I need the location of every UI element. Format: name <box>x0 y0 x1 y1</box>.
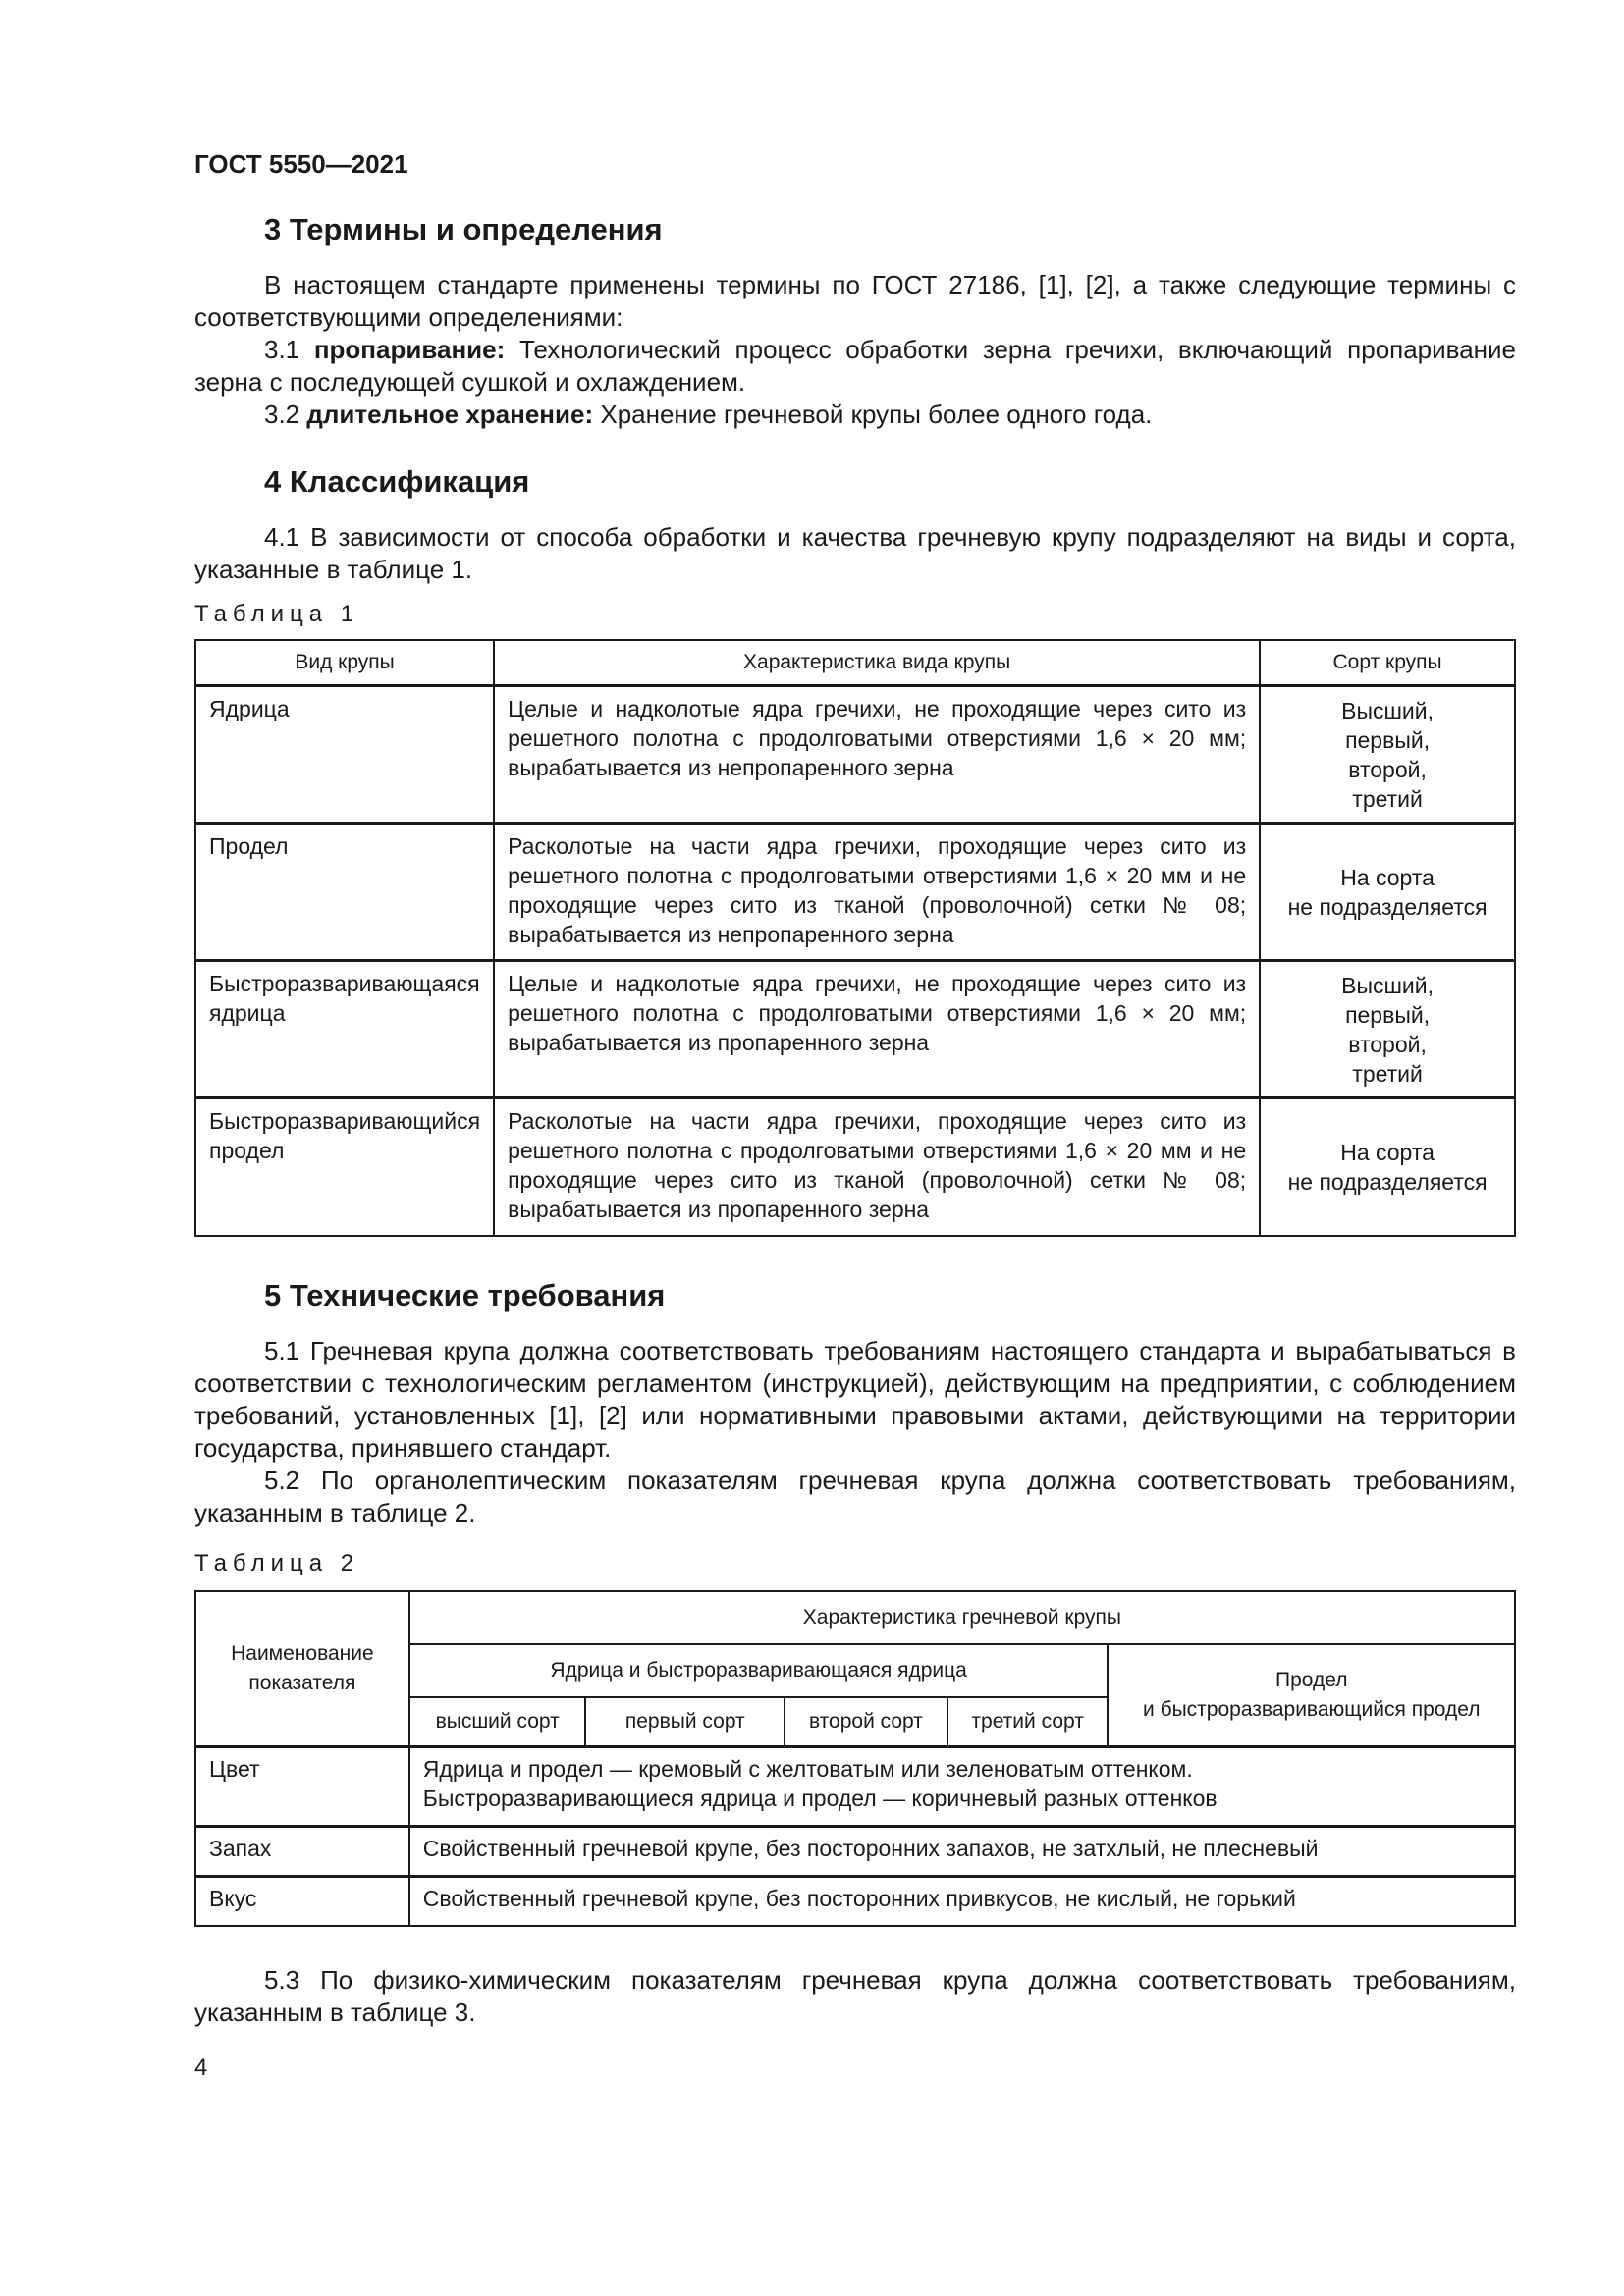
section-5-1: 5.1 Гречневая крупа должна соответствовать требованиям настоящего стандарта и вырабатываться в соответствии с технологическим регламентом (инструкцией), действующим на предприятии, с соблюдением требований, установленных [1], [2] или нормативными правовыми актами, действующими на территории государства, принявшего стандарт. <box>194 1335 1516 1463</box>
table-2-cell-name: Вкус <box>195 1876 409 1926</box>
table-1 <box>194 639 1516 1237</box>
section-4-title: 4 Классификация <box>264 464 530 499</box>
table-2-cell-value: Свойственный гречневой крупе, без посторонних привкусов, не кислый, не горький <box>409 1876 1515 1926</box>
term-3-2-number: 3.2 <box>264 400 307 429</box>
table-2-cell-name: Цвет <box>195 1746 409 1826</box>
table-1-cell-type: Быстроразваривающийся продел <box>195 1098 494 1236</box>
table-2 <box>194 1590 1516 1927</box>
table-1-caption: Таблица 1 <box>194 601 360 627</box>
table-1-header-grade: Сорт крупы <box>1260 640 1515 686</box>
table-1-row <box>195 961 1515 1098</box>
section-5-2: 5.2 По органолептическим показателям гречневая крупа должна соответствовать требованиям, указанным в таблице 2. <box>194 1465 1516 1527</box>
table-2-row <box>195 1746 1515 1826</box>
table-2-cell-name: Запах <box>195 1826 409 1876</box>
table-2-header-grade-first: первый сорт <box>585 1697 785 1747</box>
term-3-1-definition: Технологический процесс обработки зерна гречихи, включающий пропаривание зерна с последующей сушкой и охлаждением. <box>194 335 1516 397</box>
table-2-header-characteristic: Характеристика гречневой крупы <box>409 1591 1515 1644</box>
section-5-title: 5 Технические требования <box>264 1277 666 1312</box>
table-1-cell-grade: Высший, первый, второй, третий <box>1260 686 1515 824</box>
term-3-2-term: длительное хранение: <box>306 400 594 429</box>
table-2-header-split: Продел и быстроразваривающийся продел <box>1108 1644 1515 1747</box>
page-number: 4 <box>194 2055 208 2081</box>
table-1-row <box>195 824 1515 961</box>
document-code: ГОСТ 5550—2021 <box>194 149 408 179</box>
term-3-1-term: пропаривание: <box>313 335 506 364</box>
table-2-header-grade-third: третий сорт <box>947 1697 1109 1747</box>
table-1-cell-grade: Высший, первый, второй, третий <box>1260 961 1515 1098</box>
section-5-3: 5.3 По физико-химическим показателям гречневая крупа должна соответствовать требованиям, указанным в таблице 3. <box>194 1964 1516 2027</box>
term-3-1 <box>194 334 1516 399</box>
table-1-header-type: Вид крупы <box>195 640 494 686</box>
section-3-intro: В настоящем стандарте применены термины по ГОСТ 27186, [1], [2], а также следующие термины с соответствующими определениями: <box>194 270 1516 332</box>
table-1-cell-description: Расколотые на части ядра гречихи, проходящие через сито из решетного полотна с продолговатыми отверстиями 1,6 × 20 мм и не проходящие через сито из тканой (проволочной) сетки № 08; вырабатывается из непропаренного зерна <box>494 824 1260 961</box>
section-3-title: 3 Термины и определения <box>264 212 663 246</box>
term-3-2-definition: Хранение гречневой крупы более одного года. <box>593 400 1153 429</box>
section-4-1: 4.1 В зависимости от способа обработки и качества гречневую крупу подразделяют на виды и сорта, указанные в таблице 1. <box>194 522 1516 584</box>
table-1-row <box>195 1098 1515 1236</box>
table-1-header-description: Характеристика вида крупы <box>494 640 1260 686</box>
table-2-header-kernel: Ядрица и быстроразваривающаяся ядрица <box>409 1644 1109 1697</box>
table-1-cell-type: Ядрица <box>195 686 494 824</box>
table-1-cell-type: Продел <box>195 824 494 961</box>
table-2-header-grade-top: высший сорт <box>409 1697 586 1747</box>
table-2-caption: Таблица 2 <box>194 1549 360 1576</box>
table-1-cell-description: Целые и надколотые ядра гречихи, не проходящие через сито из решетного полотна с продолговатыми отверстиями 1,6 × 20 мм; вырабатывается из пропаренного зерна <box>494 961 1260 1098</box>
document-page <box>194 147 1516 2029</box>
term-3-2 <box>194 399 1516 431</box>
table-2-row <box>195 1876 1515 1926</box>
table-1-cell-grade: На сорта не подразделяется <box>1260 1098 1515 1236</box>
table-1-cell-grade: На сорта не подразделяется <box>1260 824 1515 961</box>
table-1-cell-description: Расколотые на части ядра гречихи, проходящие через сито из решетного полотна с продолговатыми отверстиями 1,6 × 20 мм и не проходящие через сито из тканой (проволочной) сетки № 08; вырабатывается из пропаренного зерна <box>494 1098 1260 1236</box>
table-2-cell-value: Ядрица и продел — кремовый с желтоватым или зеленоватым оттенком. Быстроразваривающиеся ядрица и продел — коричневый разных оттенков <box>409 1746 1515 1826</box>
term-3-1-number: 3.1 <box>264 335 314 364</box>
table-2-row <box>195 1826 1515 1876</box>
table-1-cell-type: Быстроразваривающаяся ядрица <box>195 961 494 1098</box>
table-1-row <box>195 686 1515 824</box>
table-2-header-grade-second: второй сорт <box>785 1697 947 1747</box>
table-2-header-indicator: Наименование показателя <box>195 1591 409 1747</box>
table-2-cell-value: Свойственный гречневой крупе, без посторонних запахов, не затхлый, не плесневый <box>409 1826 1515 1876</box>
table-1-cell-description: Целые и надколотые ядра гречихи, не проходящие через сито из решетного полотна с продолговатыми отверстиями 1,6 × 20 мм; вырабатывается из непропаренного зерна <box>494 686 1260 824</box>
